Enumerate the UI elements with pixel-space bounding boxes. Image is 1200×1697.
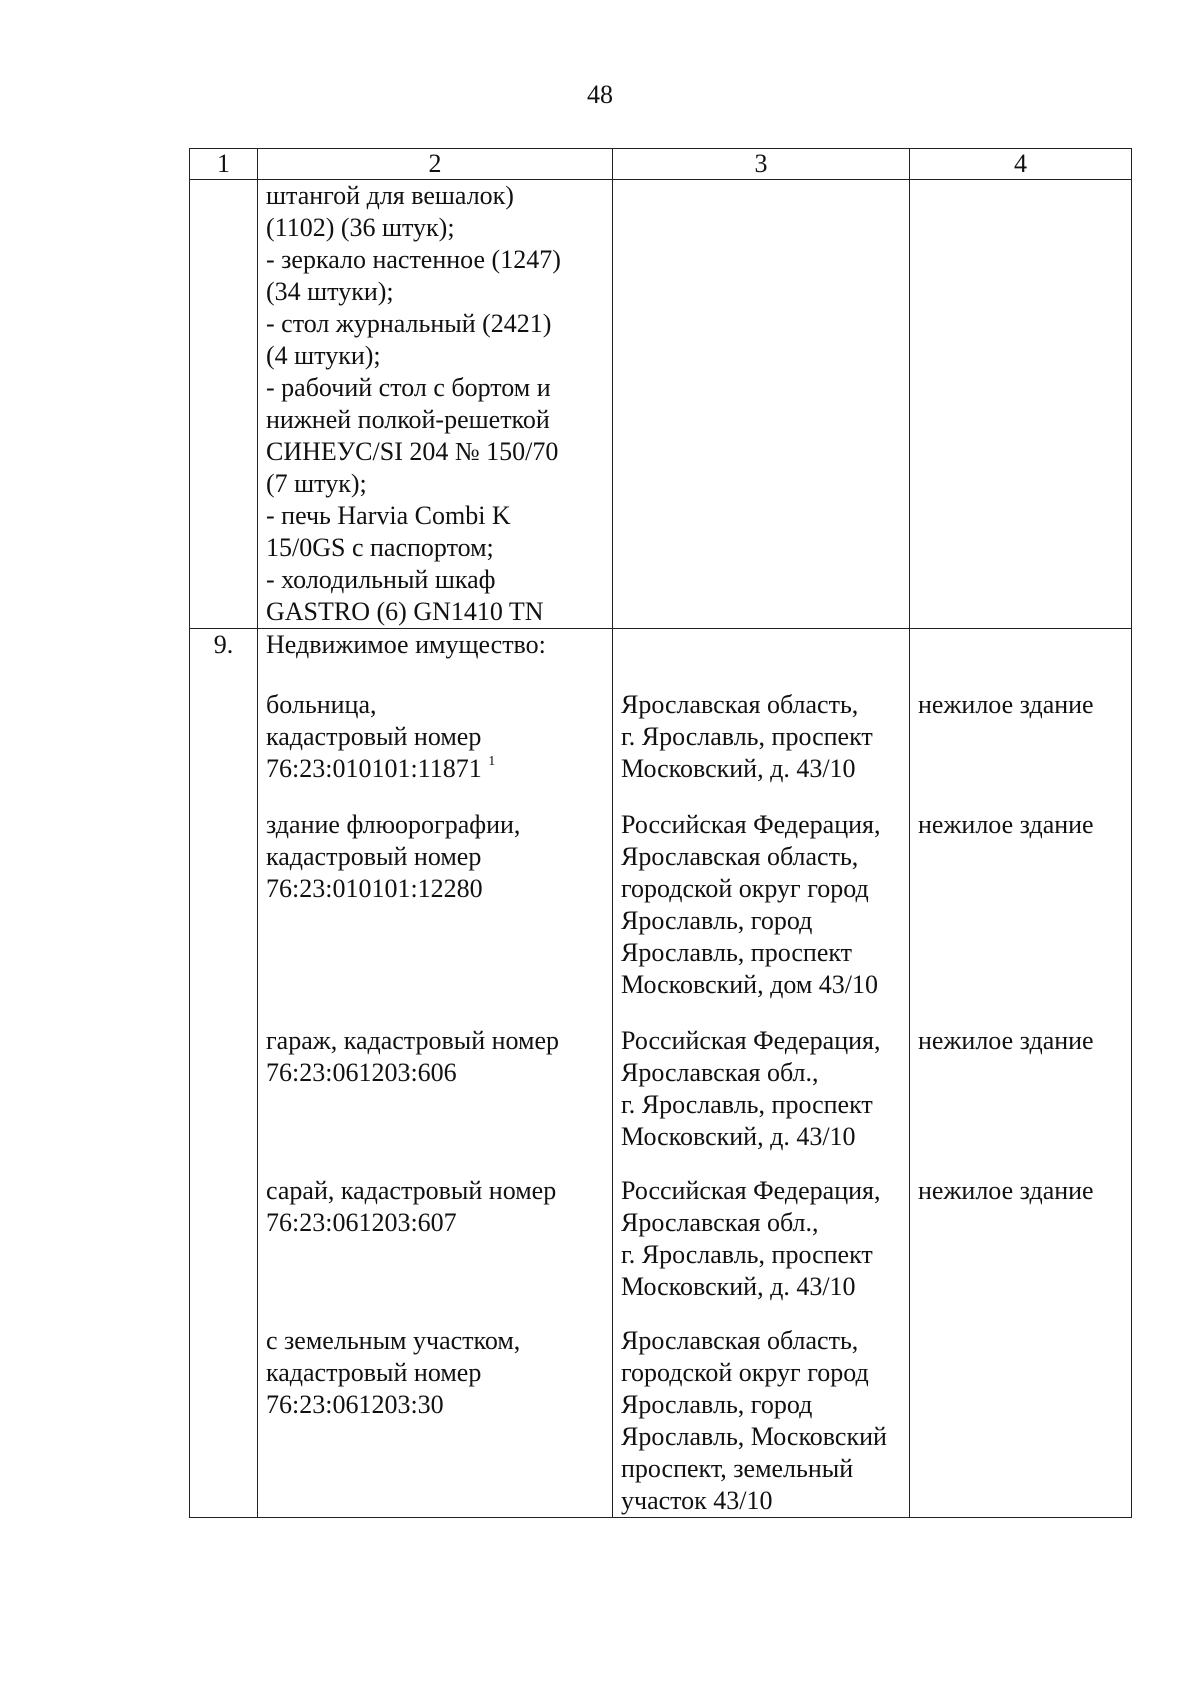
item-land-name: с земельным участком, кадастровый номер 76:23:061203:30 — [266, 1326, 521, 1419]
continuation-line: - холодильный шкаф — [266, 565, 496, 594]
item-garage-address: Российская Федерация, Ярославская обл., г. Ярославль, проспект Московский, д. 43/10 — [621, 1026, 881, 1151]
row-9-types-cell — [910, 629, 1132, 1518]
continuation-line: (1102) (36 штук); — [266, 213, 455, 242]
row-9 — [190, 629, 1132, 1518]
header-col-2: 2 — [258, 149, 613, 180]
continuation-line: (34 штуки); — [266, 277, 394, 306]
header-col-3: 3 — [613, 149, 910, 180]
item-shed-name: сарай, кадастровый номер 76:23:061203:607 — [266, 1176, 557, 1237]
item-hospital-address: Ярославская область, г. Ярославль, проспект Московский, д. 43/10 — [621, 690, 873, 783]
row-9-addresses-cell — [613, 629, 910, 1518]
item-fluorography-name: здание флюорографии, кадастровый номер 76:23:010101:12280 — [266, 810, 521, 903]
continuation-row — [190, 180, 1132, 629]
footnote-marker: 1 — [488, 754, 496, 769]
item-garage-type: нежилое здание — [918, 1026, 1094, 1055]
continuation-line: (4 штуки); — [266, 341, 381, 370]
continuation-line: штангой для вешалок) — [266, 181, 514, 210]
item-fluorography-address: Российская Федерация, Ярославская область, городской округ город Ярославль, город Ярославль, проспект Московский, дом 43/10 — [621, 810, 881, 999]
item-hospital-type: нежилое здание — [918, 690, 1094, 719]
item-shed-type: нежилое здание — [918, 1176, 1094, 1205]
continuation-line: - печь Harvia Combi K — [266, 501, 511, 530]
continuation-items-cell — [258, 180, 613, 629]
item-shed-address: Российская Федерация, Ярославская обл., г. Ярославль, проспект Московский, д. 43/10 — [621, 1176, 881, 1301]
row-9-number: 9. — [190, 629, 258, 1518]
continuation-type-cell — [910, 180, 1132, 629]
item-land-address: Ярославская область, городской округ город Ярославль, город Ярославль, Московский проспект, земельный участок 43/10 — [621, 1326, 887, 1515]
continuation-line: - зеркало настенное (1247) — [266, 245, 561, 274]
item-fluorography-type: нежилое здание — [918, 810, 1094, 839]
continuation-line: СИНЕУС/SI 204 № 150/70 — [266, 437, 559, 466]
continuation-line: - стол журнальный (2421) — [266, 309, 552, 338]
continuation-line: (7 штук); — [266, 469, 367, 498]
property-table — [189, 148, 1132, 1518]
continuation-num-cell — [190, 180, 258, 629]
item-hospital-name: больница, кадастровый номер 76:23:010101:11871 $^1$ — [266, 690, 496, 783]
header-col-1: 1 — [190, 149, 258, 180]
continuation-line: GASTRO (6) GN1410 TN — [266, 597, 544, 626]
header-col-4: 4 — [910, 149, 1132, 180]
page-number: 48 — [587, 80, 613, 109]
continuation-line: нижней полкой-решеткой — [266, 405, 550, 434]
table-header-row — [190, 149, 1132, 180]
row-9-names-cell — [258, 629, 613, 1518]
continuation-address-cell — [613, 180, 910, 629]
row-9-heading: Недвижимое имущество: — [266, 630, 546, 659]
item-garage-name: гараж, кадастровый номер 76:23:061203:606 — [266, 1026, 560, 1087]
continuation-line: - рабочий стол с бортом и — [266, 373, 551, 402]
continuation-line: 15/0GS с паспортом; — [266, 533, 494, 562]
